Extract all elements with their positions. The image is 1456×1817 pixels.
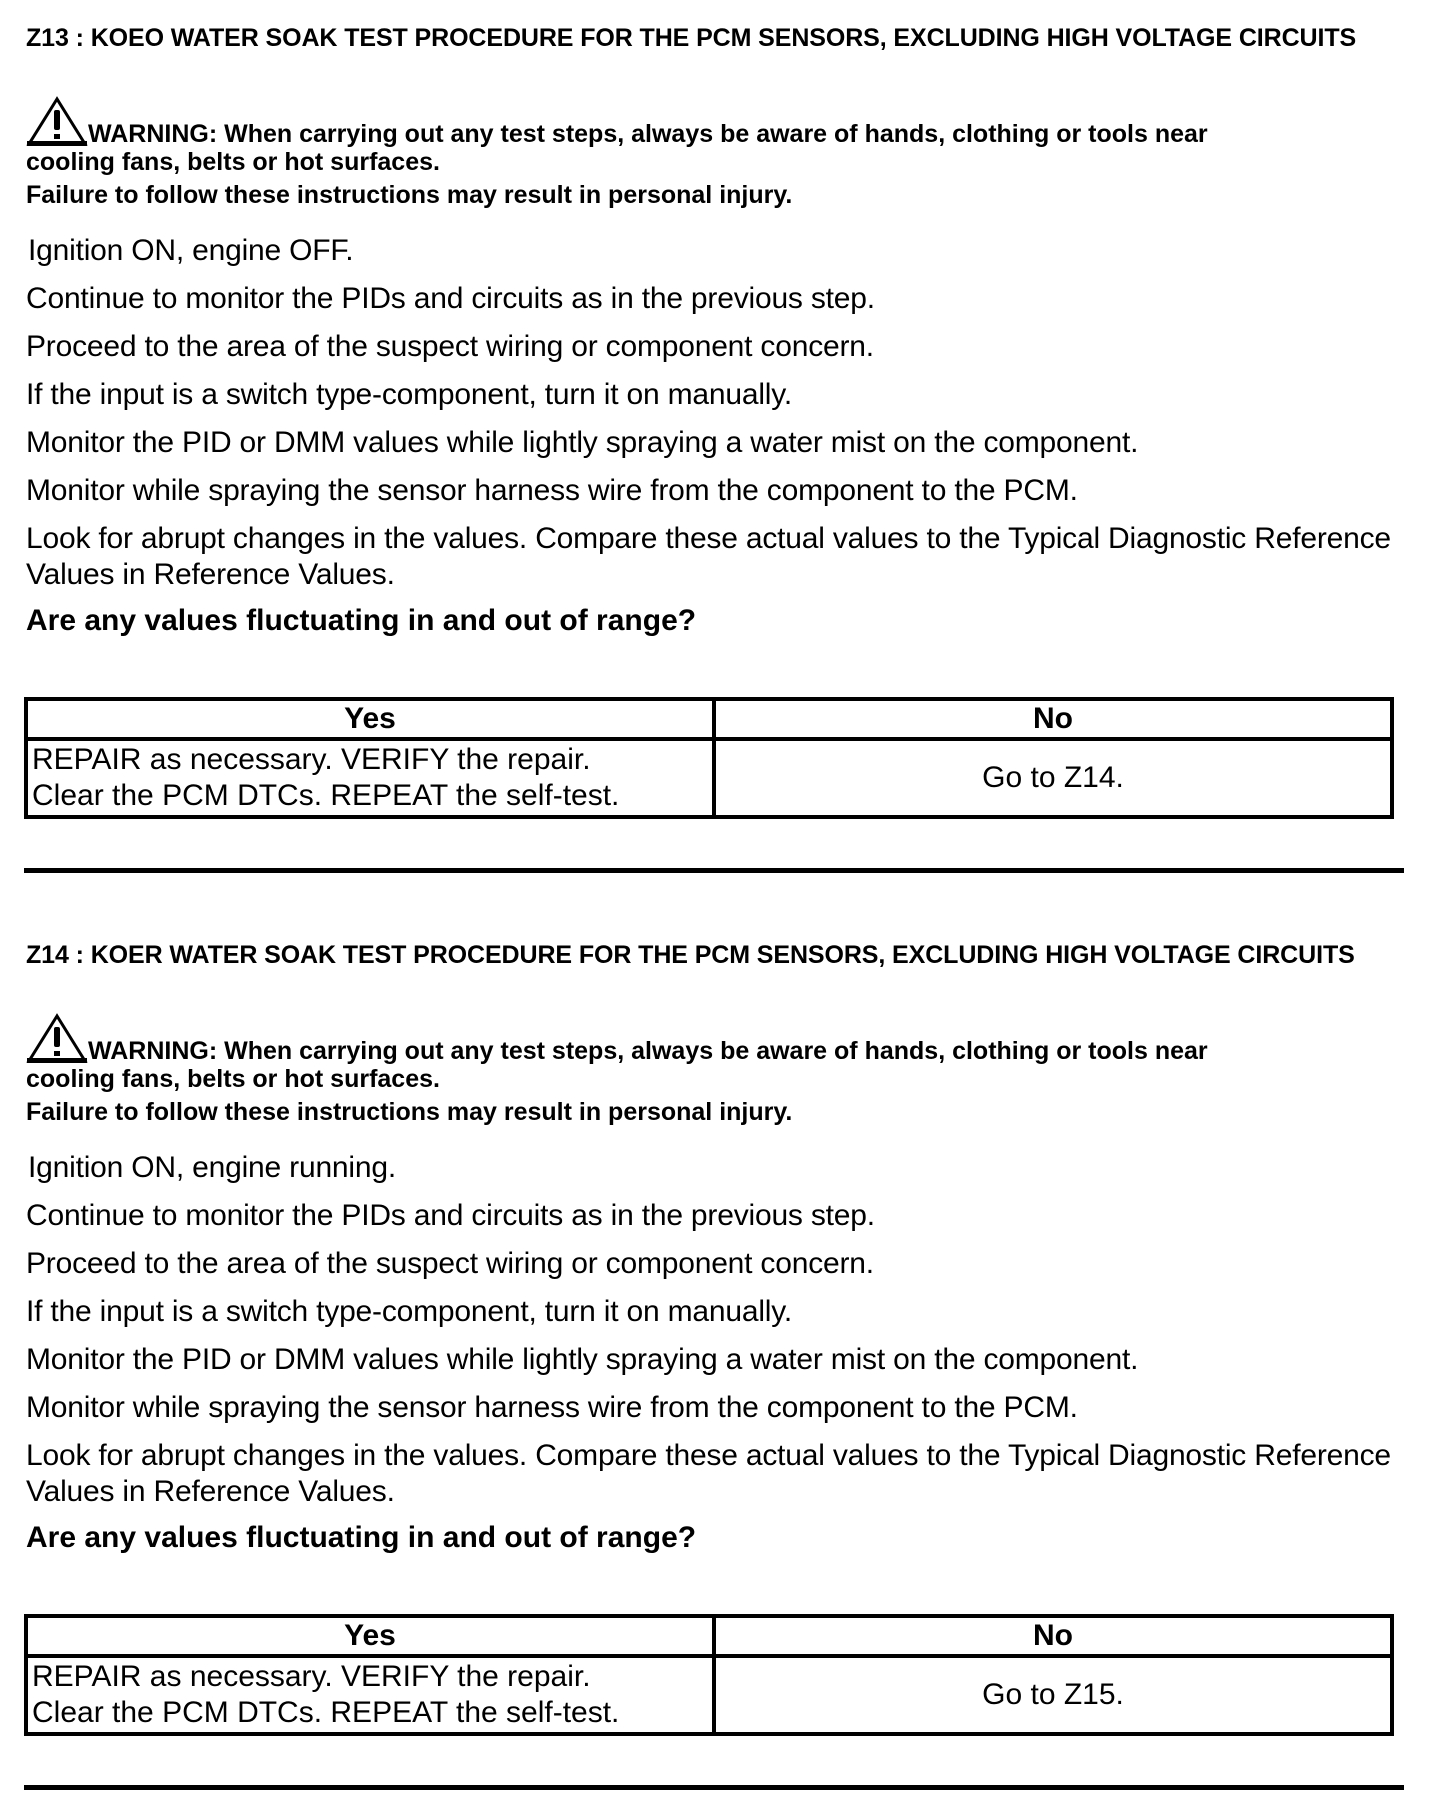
yes-action-line: REPAIR as necessary. VERIFY the repair. xyxy=(32,1660,591,1693)
yes-action-line: REPAIR as necessary. VERIFY the repair. xyxy=(32,743,591,776)
test-step-z14 xyxy=(0,917,1456,1817)
step-item: Look for abrupt changes in the values. Compare these actual values to the Typical Diagnostic Reference Values in Reference Values. xyxy=(26,1439,1391,1508)
step-item: Ignition ON, engine OFF. xyxy=(28,234,354,267)
test-step-z13 xyxy=(0,0,1456,900)
warning-injury-notice: Failure to follow these instructions may result in personal injury. xyxy=(26,1098,793,1126)
warning-injury-notice: Failure to follow these instructions may result in personal injury. xyxy=(26,181,793,209)
step-list xyxy=(26,233,1436,605)
step-item: Continue to monitor the PIDs and circuits as in the previous step. xyxy=(26,1199,875,1232)
no-action: Go to Z14. xyxy=(714,739,1392,817)
section-title: Z14 : KOER WATER SOAK TEST PROCEDURE FOR THE PCM SENSORS, EXCLUDING HIGH VOLTAGE CIRCUITS xyxy=(26,941,1355,969)
step-item: Continue to monitor the PIDs and circuits as in the previous step. xyxy=(26,282,875,315)
warning-text-continued: cooling fans, belts or hot surfaces. xyxy=(26,1065,440,1093)
step-item: Ignition ON, engine running. xyxy=(28,1151,396,1184)
warning-block xyxy=(26,1011,1426,1129)
question: Are any values fluctuating in and out of range? xyxy=(26,1521,697,1554)
warning-text: WARNING: When carrying out any test steps, always be aware of hands, clothing or tools near xyxy=(88,120,1208,148)
warning-text-continued: cooling fans, belts or hot surfaces. xyxy=(26,148,440,176)
result-table xyxy=(24,1614,1394,1736)
yes-action-line: Clear the PCM DTCs. REPEAT the self-test. xyxy=(32,1696,620,1729)
header-yes: Yes xyxy=(26,699,714,739)
step-item: If the input is a switch type-component, turn it on manually. xyxy=(26,378,792,411)
step-item: Monitor the PID or DMM values while lightly spraying a water mist on the component. xyxy=(26,426,1139,459)
section-title: Z13 : KOEO WATER SOAK TEST PROCEDURE FOR THE PCM SENSORS, EXCLUDING HIGH VOLTAGE CIRCUITS xyxy=(26,24,1357,52)
yes-action xyxy=(26,739,714,817)
step-item: Proceed to the area of the suspect wiring or component concern. xyxy=(26,1247,874,1280)
warning-text: WARNING: When carrying out any test steps, always be aware of hands, clothing or tools near xyxy=(88,1037,1208,1065)
section-divider xyxy=(24,868,1404,873)
step-item: Proceed to the area of the suspect wiring or component concern. xyxy=(26,330,874,363)
yes-action-line: Clear the PCM DTCs. REPEAT the self-test. xyxy=(32,779,620,812)
step-item: Monitor while spraying the sensor harness wire from the component to the PCM. xyxy=(26,1391,1078,1424)
header-yes: Yes xyxy=(26,1616,714,1656)
step-item: Monitor the PID or DMM values while lightly spraying a water mist on the component. xyxy=(26,1343,1139,1376)
warning-triangle-icon xyxy=(26,96,88,148)
header-no: No xyxy=(714,1616,1392,1656)
step-item: Look for abrupt changes in the values. Compare these actual values to the Typical Diagnostic Reference Values in Reference Values. xyxy=(26,522,1391,591)
no-action: Go to Z15. xyxy=(714,1656,1392,1734)
yes-action xyxy=(26,1656,714,1734)
result-table xyxy=(24,697,1394,819)
warning-triangle-icon xyxy=(26,1013,88,1065)
section-divider xyxy=(24,1785,1404,1790)
header-no: No xyxy=(714,699,1392,739)
step-list xyxy=(26,1150,1436,1522)
warning-block xyxy=(26,94,1426,212)
step-item: If the input is a switch type-component, turn it on manually. xyxy=(26,1295,792,1328)
step-item: Monitor while spraying the sensor harness wire from the component to the PCM. xyxy=(26,474,1078,507)
question: Are any values fluctuating in and out of range? xyxy=(26,604,697,637)
